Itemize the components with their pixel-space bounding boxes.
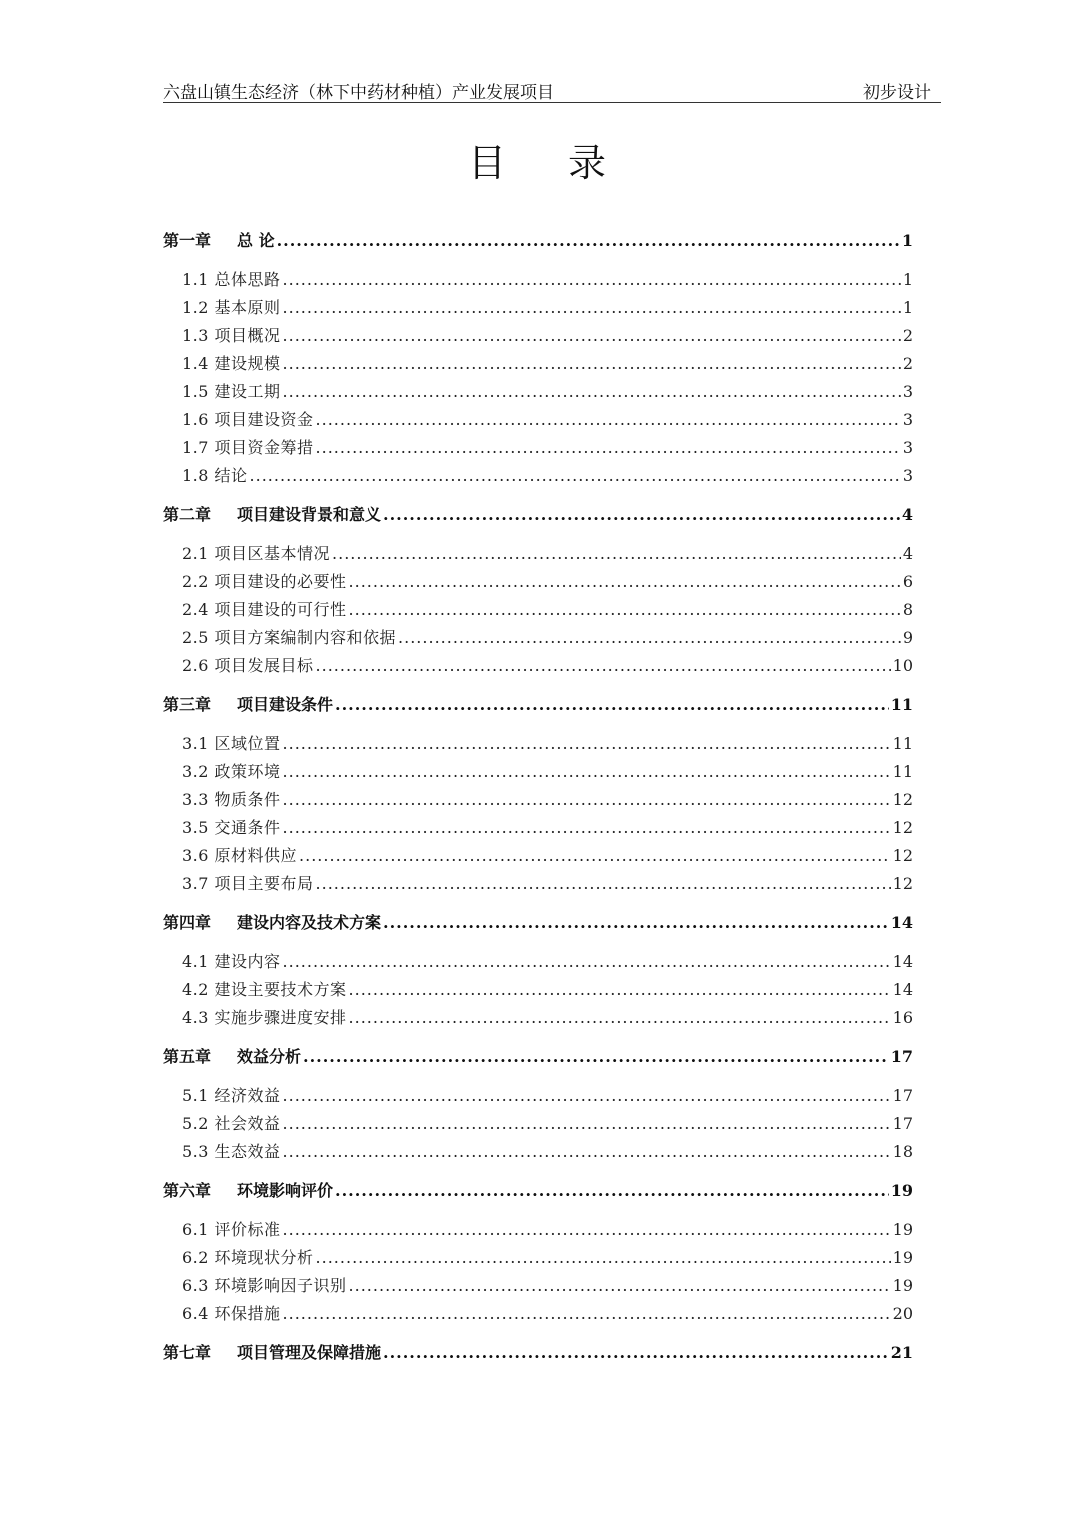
page-number: 2 bbox=[902, 326, 913, 345]
leader-dots bbox=[277, 231, 900, 250]
toc-section-entry[interactable] bbox=[182, 295, 913, 318]
page-number: 6 bbox=[902, 572, 913, 591]
toc-title-left: 目 bbox=[467, 141, 506, 185]
toc-section-entry[interactable] bbox=[182, 435, 913, 458]
page-number: 14 bbox=[892, 980, 913, 999]
page-number: 1 bbox=[902, 298, 913, 317]
page-number: 1 bbox=[901, 231, 913, 250]
leader-dots bbox=[349, 1276, 891, 1295]
toc-section-entry[interactable] bbox=[182, 1005, 913, 1028]
toc-section-entry[interactable] bbox=[182, 569, 913, 592]
toc-chapter-entry[interactable] bbox=[163, 1340, 913, 1363]
leader-dots bbox=[349, 572, 901, 591]
chapter-title bbox=[163, 692, 333, 715]
section-title: 5.1 经济效益 bbox=[182, 1086, 281, 1105]
leader-dots bbox=[283, 354, 901, 373]
section-title: 1.8 结论 bbox=[182, 466, 248, 485]
page-number: 14 bbox=[890, 913, 913, 932]
page-number: 11 bbox=[892, 734, 913, 753]
leader-dots bbox=[283, 818, 891, 837]
toc-chapter-entry[interactable] bbox=[163, 1178, 913, 1201]
section-title: 1.7 项目资金筹措 bbox=[182, 438, 314, 457]
page-number: 17 bbox=[890, 1047, 913, 1066]
toc-title bbox=[0, 132, 1074, 187]
toc-section-entry[interactable] bbox=[182, 977, 913, 1000]
toc-section-entry[interactable] bbox=[182, 1139, 913, 1162]
chapter-number: 第二章 bbox=[163, 505, 212, 524]
toc-section-entry[interactable] bbox=[182, 1083, 913, 1106]
chapter-text: 项目管理及保障措施 bbox=[237, 1343, 382, 1362]
page-number: 18 bbox=[892, 1142, 913, 1161]
section-title: 3.6 原材料供应 bbox=[182, 846, 298, 865]
chapter-number: 第一章 bbox=[163, 231, 212, 250]
leader-dots bbox=[316, 438, 901, 457]
page-number: 21 bbox=[890, 1343, 913, 1362]
chapter-number: 第六章 bbox=[163, 1181, 212, 1200]
toc-section-entry[interactable] bbox=[182, 1301, 913, 1324]
page-number: 17 bbox=[892, 1086, 913, 1105]
page-number: 20 bbox=[892, 1304, 913, 1323]
section-title: 3.1 区域位置 bbox=[182, 734, 281, 753]
leader-dots bbox=[316, 410, 901, 429]
chapter-text: 项目建设条件 bbox=[237, 695, 334, 714]
page-number: 12 bbox=[892, 818, 913, 837]
leader-dots bbox=[283, 952, 891, 971]
leader-dots bbox=[335, 1181, 889, 1200]
page-number: 9 bbox=[902, 628, 913, 647]
toc-chapter-entry[interactable] bbox=[163, 228, 913, 251]
leader-dots bbox=[283, 1114, 891, 1133]
leader-dots bbox=[283, 1304, 891, 1323]
leader-dots bbox=[383, 913, 889, 932]
section-title: 2.4 项目建设的可行性 bbox=[182, 600, 347, 619]
toc-section-entry[interactable] bbox=[182, 267, 913, 290]
page-number: 12 bbox=[892, 874, 913, 893]
page-number: 3 bbox=[902, 438, 913, 457]
leader-dots bbox=[335, 695, 889, 714]
toc-title-right: 录 bbox=[568, 141, 607, 185]
leader-dots bbox=[303, 1047, 889, 1066]
chapter-title bbox=[163, 1178, 333, 1201]
section-title: 2.5 项目方案编制内容和依据 bbox=[182, 628, 397, 647]
leader-dots bbox=[316, 656, 891, 675]
leader-dots bbox=[332, 544, 901, 563]
page-number: 3 bbox=[902, 382, 913, 401]
page-number: 11 bbox=[890, 695, 913, 714]
section-title: 4.3 实施步骤进度安排 bbox=[182, 1008, 347, 1027]
leader-dots bbox=[383, 505, 900, 524]
section-title: 5.2 社会效益 bbox=[182, 1114, 281, 1133]
toc-chapter-entry[interactable] bbox=[163, 692, 913, 715]
toc-chapter-entry[interactable] bbox=[163, 502, 913, 525]
leader-dots bbox=[283, 762, 891, 781]
toc-section-entry[interactable] bbox=[182, 787, 913, 810]
page-number: 10 bbox=[892, 656, 913, 675]
chapter-text: 效益分析 bbox=[237, 1047, 302, 1066]
page-number: 19 bbox=[892, 1248, 913, 1267]
page-number: 12 bbox=[892, 846, 913, 865]
toc-section-entry[interactable] bbox=[182, 379, 913, 402]
leader-dots bbox=[283, 298, 901, 317]
page-number: 11 bbox=[892, 762, 913, 781]
design-stage: 初步设计 bbox=[863, 83, 931, 103]
chapter-text: 环境影响评价 bbox=[237, 1181, 334, 1200]
page-number: 19 bbox=[890, 1181, 913, 1200]
toc-chapter-entry[interactable] bbox=[163, 1044, 913, 1067]
toc-section-entry[interactable] bbox=[182, 463, 913, 486]
toc-section-entry[interactable] bbox=[182, 871, 913, 894]
leader-dots bbox=[283, 790, 891, 809]
toc-chapter-entry[interactable] bbox=[163, 910, 913, 933]
section-title: 3.5 交通条件 bbox=[182, 818, 281, 837]
chapter-number: 第三章 bbox=[163, 695, 212, 714]
page-number: 12 bbox=[892, 790, 913, 809]
toc-section-entry[interactable] bbox=[182, 1111, 913, 1134]
leader-dots bbox=[316, 874, 891, 893]
page-number: 4 bbox=[902, 544, 913, 563]
chapter-title bbox=[163, 910, 381, 933]
section-title: 3.2 政策环境 bbox=[182, 762, 281, 781]
leader-dots bbox=[349, 1008, 891, 1027]
toc-section-entry[interactable] bbox=[182, 949, 913, 972]
chapter-number: 第四章 bbox=[163, 913, 212, 932]
leader-dots bbox=[283, 326, 901, 345]
toc-section-entry[interactable] bbox=[182, 815, 913, 838]
leader-dots bbox=[398, 628, 901, 647]
page-header bbox=[163, 76, 941, 103]
page-number: 1 bbox=[902, 270, 913, 289]
chapter-title bbox=[163, 228, 275, 251]
leader-dots bbox=[283, 1086, 891, 1105]
leader-dots bbox=[383, 1343, 889, 1362]
page-number: 16 bbox=[892, 1008, 913, 1027]
chapter-text: 总 论 bbox=[237, 231, 275, 250]
leader-dots bbox=[283, 734, 891, 753]
chapter-title bbox=[163, 502, 381, 525]
leader-dots bbox=[283, 1142, 891, 1161]
chapter-number: 第五章 bbox=[163, 1047, 212, 1066]
toc-section-entry[interactable] bbox=[182, 731, 913, 754]
section-title: 6.4 环保措施 bbox=[182, 1304, 281, 1323]
chapter-title bbox=[163, 1044, 301, 1067]
toc-section-entry[interactable] bbox=[182, 843, 913, 866]
section-title: 4.1 建设内容 bbox=[182, 952, 281, 971]
toc-section-entry[interactable] bbox=[182, 653, 913, 676]
chapter-number: 第七章 bbox=[163, 1343, 212, 1362]
project-title: 六盘山镇生态经济（林下中药材种植）产业发展项目 bbox=[163, 83, 554, 103]
page-number: 19 bbox=[892, 1276, 913, 1295]
leader-dots bbox=[349, 980, 891, 999]
section-title: 4.2 建设主要技术方案 bbox=[182, 980, 347, 999]
leader-dots bbox=[299, 846, 891, 865]
toc-section-entry[interactable] bbox=[182, 351, 913, 374]
page-number: 2 bbox=[902, 354, 913, 373]
toc-section-entry[interactable] bbox=[182, 323, 913, 346]
leader-dots bbox=[349, 600, 901, 619]
section-title: 5.3 生态效益 bbox=[182, 1142, 281, 1161]
page-number: 4 bbox=[901, 505, 913, 524]
leader-dots bbox=[250, 466, 901, 485]
chapter-title bbox=[163, 1340, 381, 1363]
page-number: 17 bbox=[892, 1114, 913, 1133]
page-number: 3 bbox=[902, 410, 913, 429]
section-title: 2.6 项目发展目标 bbox=[182, 656, 314, 675]
section-title: 2.1 项目区基本情况 bbox=[182, 544, 331, 563]
toc-section-entry[interactable] bbox=[182, 407, 913, 430]
section-title: 6.3 环境影响因子识别 bbox=[182, 1276, 347, 1295]
section-title: 3.3 物质条件 bbox=[182, 790, 281, 809]
section-title: 1.1 总体思路 bbox=[182, 270, 281, 289]
section-title: 1.5 建设工期 bbox=[182, 382, 281, 401]
toc-section-entry[interactable] bbox=[182, 759, 913, 782]
chapter-text: 项目建设背景和意义 bbox=[237, 505, 382, 524]
chapter-text: 建设内容及技术方案 bbox=[237, 913, 382, 932]
section-title: 1.6 项目建设资金 bbox=[182, 410, 314, 429]
toc-section-entry[interactable] bbox=[182, 1273, 913, 1296]
page-number: 3 bbox=[902, 466, 913, 485]
leader-dots bbox=[283, 382, 901, 401]
leader-dots bbox=[283, 1220, 891, 1239]
leader-dots bbox=[283, 270, 901, 289]
toc-section-entry[interactable] bbox=[182, 625, 913, 648]
section-title: 1.2 基本原则 bbox=[182, 298, 281, 317]
section-title: 6.2 环境现状分析 bbox=[182, 1248, 314, 1267]
page-number: 19 bbox=[892, 1220, 913, 1239]
toc-section-entry[interactable] bbox=[182, 541, 913, 564]
toc-section-entry[interactable] bbox=[182, 1217, 913, 1240]
page-number: 8 bbox=[902, 600, 913, 619]
section-title: 6.1 评价标准 bbox=[182, 1220, 281, 1239]
toc-section-entry[interactable] bbox=[182, 1245, 913, 1268]
section-title: 1.4 建设规模 bbox=[182, 354, 281, 373]
section-title: 2.2 项目建设的必要性 bbox=[182, 572, 347, 591]
toc-section-entry[interactable] bbox=[182, 597, 913, 620]
leader-dots bbox=[316, 1248, 891, 1267]
section-title: 1.3 项目概况 bbox=[182, 326, 281, 345]
section-title: 3.7 项目主要布局 bbox=[182, 874, 314, 893]
page-number: 14 bbox=[892, 952, 913, 971]
